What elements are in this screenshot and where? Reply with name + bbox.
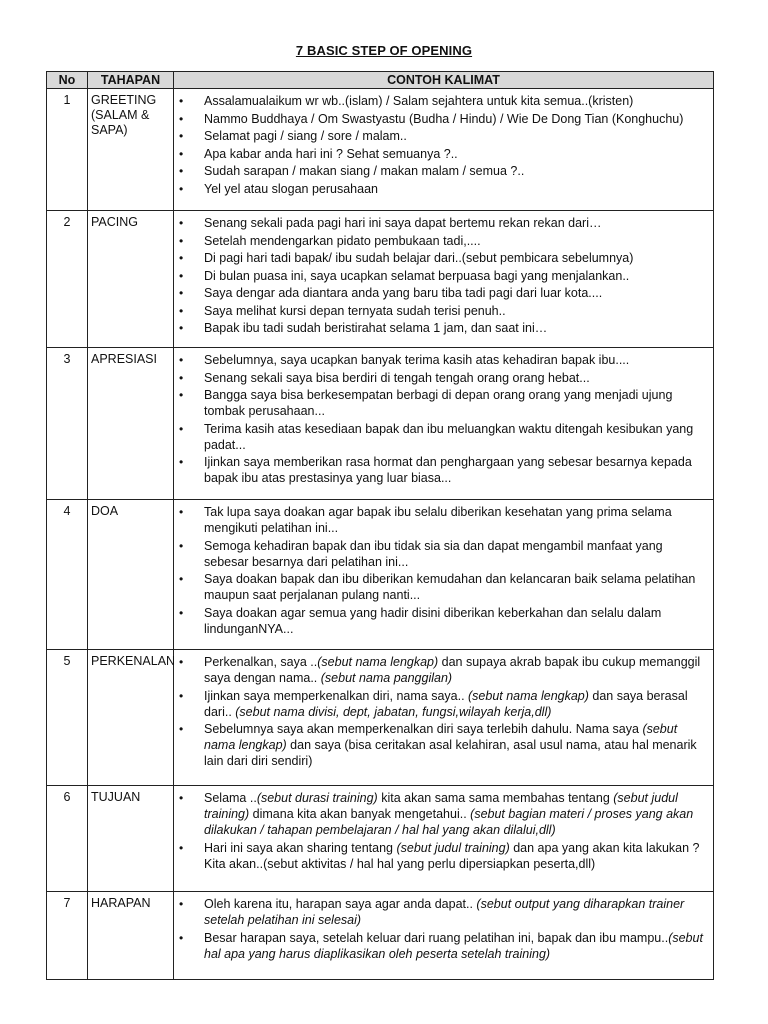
example-list: [174, 215, 705, 336]
example-placeholder: (sebut nama lengkap): [317, 655, 439, 669]
bullet-icon: •: [179, 538, 184, 553]
example-text: dimana kita akan banyak mengetahui..: [249, 807, 471, 821]
example-sentence: [174, 163, 705, 179]
bullet-icon: •: [179, 455, 184, 469]
example-sentence: [174, 504, 705, 536]
example-text: Selama ..: [204, 791, 257, 805]
example-placeholder: (sebut judul training): [204, 791, 678, 821]
table-row: [47, 348, 714, 500]
document-title: 7 BASIC STEP OF OPENING: [295, 43, 473, 58]
table-row: [47, 892, 714, 980]
step-tahapan: PACING: [88, 211, 174, 348]
step-tahapan: PERKENALAN: [88, 650, 174, 786]
bullet-icon: •: [179, 251, 184, 265]
example-placeholder: (sebut bagian materi / proses yang akan dilakukan / tahapan pembelajaran / hal hal yang akan dilalui,dll): [204, 807, 694, 837]
table-row: [47, 211, 714, 348]
bullet-icon: •: [179, 321, 184, 335]
bullet-icon: •: [179, 605, 184, 620]
example-text: dan saya berasal dari..: [204, 688, 688, 719]
bullet-icon: •: [179, 655, 184, 669]
step-number: 7: [47, 892, 88, 980]
example-text: Terima kasih atas kesediaan bapak dan ibu meluangkan waktu ditengah kesibukan yang padat...: [204, 421, 694, 452]
bullet-icon: •: [179, 181, 184, 196]
example-sentence: [174, 571, 705, 603]
example-text: Ijinkan saya memperkenalkan diri, nama saya..: [204, 688, 469, 703]
bullet-icon: •: [179, 791, 184, 805]
example-placeholder: (sebut durasi training): [256, 791, 378, 805]
bullet-icon: •: [179, 129, 184, 143]
example-sentence: [174, 840, 705, 872]
step-examples: [174, 786, 714, 892]
table-row: [47, 786, 714, 892]
step-tahapan: GREETING (SALAM & SAPA): [88, 89, 174, 211]
example-text: dan saya (bisa ceritakan asal kelahiran, asal usul nama, atau hal menarik lain dari diri sendiri): [204, 738, 697, 768]
example-sentence: [174, 688, 705, 720]
example-sentence: [174, 215, 705, 231]
example-placeholder: (sebut judul training): [396, 840, 510, 855]
bullet-icon: •: [179, 268, 184, 283]
example-sentence: [174, 538, 705, 570]
example-text: kita akan sama sama membahas tentang: [377, 791, 614, 805]
example-text: Saya doakan agar semua yang hadir disini diberikan keberkahan dan selalu dalam lindunganNYA...: [204, 605, 662, 636]
example-text: dan apa yang akan kita lakukan ? Kita akan..(sebut aktivitas / hal hal yang perlu dipersiapkan peserta,dll): [204, 840, 700, 871]
step-number: 2: [47, 211, 88, 348]
example-text: Selamat pagi / siang / sore / malam..: [204, 129, 407, 143]
example-text: Apa kabar anda hari ini ? Sehat semuanya ?..: [204, 146, 458, 161]
example-sentence: [174, 181, 705, 197]
step-examples: [174, 892, 714, 980]
example-sentence: [174, 454, 705, 486]
example-text: Senang sekali pada pagi hari ini saya dapat bertemu rekan rekan dari…: [204, 216, 602, 230]
example-text: Senang sekali saya bisa berdiri di tengah tengah orang orang hebat...: [204, 370, 590, 385]
example-sentence: [174, 605, 705, 637]
example-sentence: [174, 303, 705, 319]
bullet-icon: •: [179, 233, 184, 248]
header-contoh-kalimat: CONTOH KALIMAT: [174, 72, 714, 89]
example-sentence: [174, 233, 705, 249]
bullet-icon: •: [179, 111, 184, 126]
bullet-icon: •: [179, 840, 184, 855]
example-placeholder: (sebut nama panggilan): [320, 671, 453, 685]
example-sentence: [174, 654, 705, 686]
bullet-icon: •: [179, 286, 184, 300]
bullet-icon: •: [179, 421, 184, 436]
example-text: Bapak ibu tadi sudah beristirahat selama 1 jam, dan saat ini…: [204, 321, 548, 335]
example-text: Assalamualaikum wr wb..(islam) / Salam sejahtera untuk kita semua..(kristen): [204, 94, 634, 108]
example-text: Nammo Buddhaya / Om Swastyastu (Budha / Hindu) / Wie De Dong Tian (Konghuchu): [204, 111, 684, 126]
bullet-icon: •: [179, 164, 184, 178]
example-list: [174, 352, 705, 486]
bullet-icon: •: [179, 897, 184, 911]
example-text: Ijinkan saya memberikan rasa hormat dan penghargaan yang sebesar besarnya kepada bapak ibu atas prestasinya yang luar biasa...: [204, 455, 692, 485]
example-placeholder: (sebut nama lengkap): [468, 688, 589, 703]
step-tahapan: DOA: [88, 500, 174, 650]
example-text: Saya doakan bapak dan ibu diberikan kemudahan dan kelancaran baik selama pelatihan maupun saat perjalanan pulang nanti...: [204, 572, 696, 602]
example-placeholder: (sebut nama lengkap): [204, 722, 678, 752]
example-text: Besar harapan saya, setelah keluar dari ruang pelatihan ini, bapak dan ibu mampu..: [204, 930, 669, 945]
step-examples: [174, 348, 714, 500]
bullet-icon: •: [179, 505, 184, 519]
step-number: 5: [47, 650, 88, 786]
example-sentence: [174, 930, 705, 962]
example-placeholder: (sebut nama divisi, dept, jabatan, fungsi,wilayah kerja,dll): [235, 704, 552, 719]
bullet-icon: •: [179, 370, 184, 385]
example-sentence: [174, 352, 705, 368]
example-sentence: [174, 896, 705, 928]
step-number: 6: [47, 786, 88, 892]
example-text: Hari ini saya akan sharing tentang: [204, 840, 397, 855]
bullet-icon: •: [179, 688, 184, 703]
example-sentence: [174, 111, 705, 127]
bullet-icon: •: [179, 94, 184, 108]
step-examples: [174, 650, 714, 786]
table-row: [47, 89, 714, 211]
bullet-icon: •: [179, 146, 184, 161]
step-examples: [174, 500, 714, 650]
example-sentence: [174, 387, 705, 419]
step-examples: [174, 89, 714, 211]
example-text: Perkenalkan, saya ..: [204, 655, 318, 669]
example-placeholder: (sebut hal apa yang harus diaplikasikan oleh peserta setelah training): [204, 930, 703, 961]
table-row: [47, 650, 714, 786]
example-text: Setelah mendengarkan pidato pembukaan tadi,....: [204, 233, 481, 248]
table-row: [47, 500, 714, 650]
bullet-icon: •: [179, 303, 184, 318]
example-placeholder: (sebut output yang diharapkan trainer setelah pelatihan ini selesai): [204, 897, 685, 927]
example-sentence: [174, 146, 705, 162]
opening-steps-table: [46, 71, 714, 980]
example-sentence: [174, 721, 705, 769]
step-tahapan: HARAPAN: [88, 892, 174, 980]
header-no: No: [47, 72, 88, 89]
example-text: Oleh karena itu, harapan saya agar anda dapat..: [204, 897, 477, 911]
example-text: Di bulan puasa ini, saya ucapkan selamat berpuasa bagi yang menjalankan..: [204, 268, 630, 283]
example-text: Bangga saya bisa berkesempatan berbagi di depan orang orang yang menjadi ujung tombak perusahaan...: [204, 388, 673, 418]
example-text: Semoga kehadiran bapak dan ibu tidak sia sia dan dapat mengambil manfaat yang sebesar besarnya dari pelatihan ini...: [204, 538, 663, 569]
example-sentence: [174, 370, 705, 386]
example-sentence: [174, 790, 705, 838]
example-sentence: [174, 320, 705, 336]
table-header-row: [47, 72, 714, 89]
example-sentence: [174, 268, 705, 284]
example-text: Di pagi hari tadi bapak/ ibu sudah belajar dari..(sebut pembicara sebelumnya): [204, 251, 634, 265]
bullet-icon: •: [179, 572, 184, 586]
bullet-icon: •: [179, 388, 184, 402]
example-text: dan supaya akrab bapak ibu cukup memanggil saya dengan nama..: [204, 655, 701, 685]
step-examples: [174, 211, 714, 348]
step-number: 1: [47, 89, 88, 211]
example-sentence: [174, 421, 705, 453]
example-text: Yel yel atau slogan perusahaan: [204, 181, 378, 196]
bullet-icon: •: [179, 353, 184, 367]
example-list: [174, 504, 705, 637]
example-sentence: [174, 93, 705, 109]
example-list: [174, 654, 705, 769]
example-text: Saya dengar ada diantara anda yang baru tiba tadi pagi dari luar kota....: [204, 286, 603, 300]
example-text: Sebelumnya saya akan memperkenalkan diri saya terlebih dahulu. Nama saya: [204, 722, 643, 736]
header-tahapan: TAHAPAN: [88, 72, 174, 89]
bullet-icon: •: [179, 722, 184, 736]
example-text: Saya melihat kursi depan ternyata sudah terisi penuh..: [204, 303, 506, 318]
example-sentence: [174, 250, 705, 266]
example-sentence: [174, 128, 705, 144]
step-number: 4: [47, 500, 88, 650]
example-sentence: [174, 285, 705, 301]
example-list: [174, 93, 705, 197]
step-tahapan: APRESIASI: [88, 348, 174, 500]
example-text: Sudah sarapan / makan siang / makan malam / semua ?..: [204, 164, 525, 178]
example-list: [174, 790, 705, 872]
bullet-icon: •: [179, 216, 184, 230]
example-text: Sebelumnya, saya ucapkan banyak terima kasih atas kehadiran bapak ibu....: [204, 353, 630, 367]
step-number: 3: [47, 348, 88, 500]
step-tahapan: TUJUAN: [88, 786, 174, 892]
example-text: Tak lupa saya doakan agar bapak ibu selalu diberikan kesehatan yang prima selama mengikuti pelatihan ini...: [204, 505, 672, 535]
table-body: [47, 89, 714, 980]
example-list: [174, 896, 705, 962]
bullet-icon: •: [179, 930, 184, 945]
